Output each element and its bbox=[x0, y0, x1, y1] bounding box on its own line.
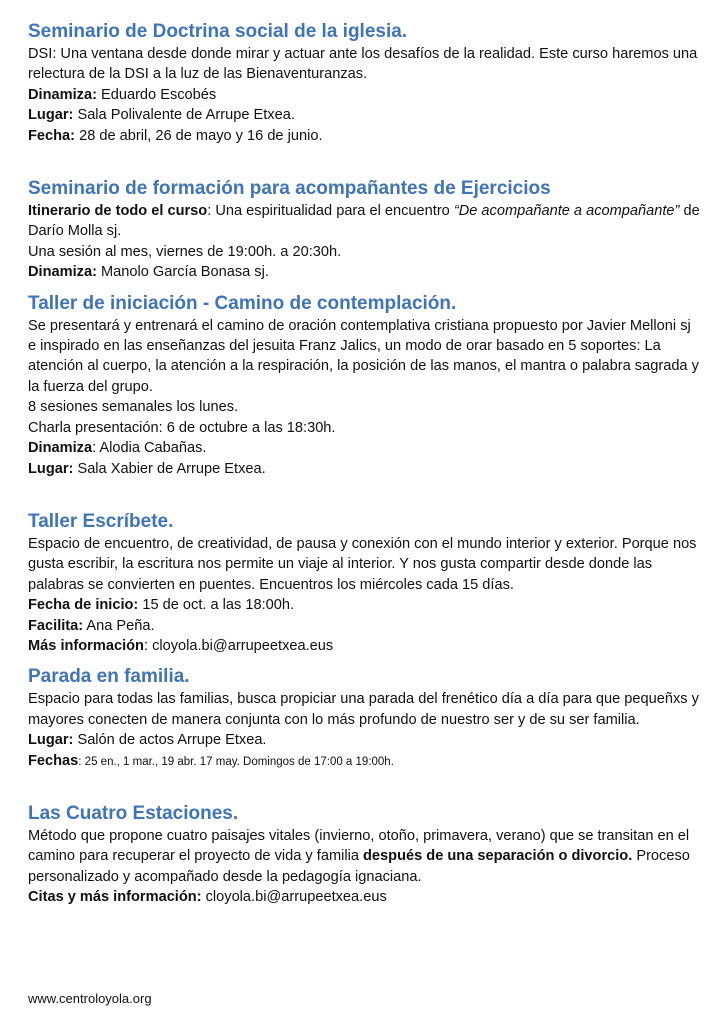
facilita-value: Ana Peña. bbox=[83, 617, 155, 634]
document-body bbox=[28, 20, 700, 908]
dinamiza-line bbox=[28, 262, 700, 282]
citas-label: Citas y más información: bbox=[28, 889, 202, 906]
session-line: Una sesión al mes, viernes de 19:00h. a 20:30h. bbox=[28, 243, 342, 260]
dinamiza-label: Dinamiza bbox=[28, 440, 93, 457]
fecha-label: Fecha: bbox=[28, 127, 76, 144]
footer-url[interactable]: www.centroloyola.org bbox=[28, 991, 152, 1006]
info-value: : cloyola.bi@arrupeetxea.eus bbox=[143, 637, 334, 654]
section-title: Taller de iniciación - Camino de contemplación. bbox=[28, 292, 457, 314]
facilita-label: Facilita: bbox=[28, 617, 84, 634]
info-label: Más información bbox=[28, 637, 144, 654]
fecha-value: 28 de abril, 26 de mayo y 16 de junio. bbox=[75, 127, 323, 144]
section-title: Las Cuatro Estaciones. bbox=[28, 802, 239, 824]
itinerario-label: Itinerario de todo el curso bbox=[28, 203, 208, 220]
lugar-label: Lugar: bbox=[28, 732, 74, 749]
lugar-line bbox=[28, 459, 700, 479]
dinamiza-value: : Alodia Cabañas. bbox=[92, 440, 207, 457]
dinamiza-line bbox=[28, 85, 700, 105]
section-title: Seminario de Doctrina social de la iglesia. bbox=[28, 21, 408, 42]
section-acompanantes-ejercicios bbox=[28, 177, 700, 283]
section-title: Parada en familia. bbox=[28, 666, 190, 688]
section-description: Se presentará y entrenará el camino de oración contemplativa cristiana propuesto por Javier Melloni sj e inspirado en las enseñanzas del jesuita Franz Jalics, un modo de orar basado en 5 soportes: La atención al cuerpo, la atención a la respiración, la posición de las manos, el mantra o palabra sagrada y la fuerza del grupo. bbox=[28, 317, 699, 395]
dinamiza-label: Dinamiza: bbox=[28, 264, 97, 281]
dinamiza-value: Manolo García Bonasa sj. bbox=[96, 264, 269, 281]
lugar-label: Lugar: bbox=[28, 107, 74, 124]
lugar-line bbox=[28, 105, 700, 125]
section-description: DSI: Una ventana desde donde mirar y actuar ante los desafíos de la realidad. Este curso haremos una relectura de la DSI a la luz de las Bienaventuranzas. bbox=[28, 46, 698, 83]
lugar-value: Sala Xabier de Arrupe Etxea. bbox=[73, 460, 266, 477]
section-title: Seminario de formación para acompañantes de Ejercicios bbox=[28, 178, 551, 200]
section-camino-contemplacion bbox=[28, 292, 700, 479]
fechas-value: : 25 en., 1 mar., 19 abr. 17 may. Domingos de 17:00 a 19:00h. bbox=[78, 755, 394, 768]
citas-value: cloyola.bi@arrupeetxea.eus bbox=[201, 889, 387, 906]
charla-line: Charla presentación: 6 de octubre a las 18:30h. bbox=[28, 419, 336, 436]
section-description: Espacio de encuentro, de creatividad, de pausa y conexión con el mundo interior y exterior. Porque nos gusta escribir, la escritura nos permite un viaje al interior. Y nos gusta compartir desde donde las palabras se convierten en puentes. Encuentros los miércoles cada 15 días. bbox=[28, 535, 697, 593]
sessions-line: 8 sesiones semanales los lunes. bbox=[28, 399, 239, 416]
info-line bbox=[28, 636, 700, 656]
fecha-line bbox=[28, 126, 700, 146]
section-parada-familia bbox=[28, 665, 700, 772]
section-description: Espacio para todas las familias, busca propiciar una parada del frenético día a día para que pequeñxs y mayores conecten de manera conjunta con lo más profundo de nuestro ser y de su ser familia. bbox=[28, 691, 699, 728]
lugar-label: Lugar: bbox=[28, 460, 74, 477]
citas-line bbox=[28, 887, 700, 907]
itinerario-line bbox=[28, 201, 700, 242]
section-description bbox=[28, 826, 700, 887]
itinerario-tail: de Darío Molla sj. bbox=[28, 203, 700, 240]
facilita-line bbox=[28, 616, 700, 636]
section-cuatro-estaciones bbox=[28, 802, 700, 908]
description-tail: Proceso personalizado y acompañado desde la pedagogía ignaciana. bbox=[28, 848, 690, 885]
dinamiza-line bbox=[28, 438, 700, 458]
fechas-line bbox=[28, 751, 700, 772]
description-bold: después de una separación o divorcio. bbox=[363, 848, 633, 865]
lugar-value: Salón de actos Arrupe Etxea. bbox=[73, 732, 267, 749]
fechas-label: Fechas bbox=[28, 752, 79, 769]
description-text: Método que propone cuatro paisajes vitales (invierno, otoño, primavera, verano) que se transitan en el camino para recuperar el proyecto de vida y familia bbox=[28, 827, 690, 865]
lugar-value: Sala Polivalente de Arrupe Etxea. bbox=[73, 107, 295, 124]
fecha-inicio-line bbox=[28, 595, 700, 615]
dinamiza-value: Eduardo Escobés bbox=[96, 86, 217, 103]
section-title: Taller Escríbete. bbox=[28, 510, 174, 532]
itinerario-text: : Una espiritualidad para el encuentro bbox=[207, 203, 454, 220]
itinerario-italic: “De acompañante a acompañante” bbox=[453, 203, 680, 220]
lugar-line bbox=[28, 730, 700, 750]
fecha-inicio-value: 15 de oct. a las 18:00h. bbox=[138, 597, 295, 614]
section-doctrina-social bbox=[28, 20, 700, 146]
fecha-inicio-label: Fecha de inicio: bbox=[28, 597, 139, 614]
section-taller-escribete bbox=[28, 510, 700, 656]
dinamiza-label: Dinamiza: bbox=[28, 86, 97, 103]
